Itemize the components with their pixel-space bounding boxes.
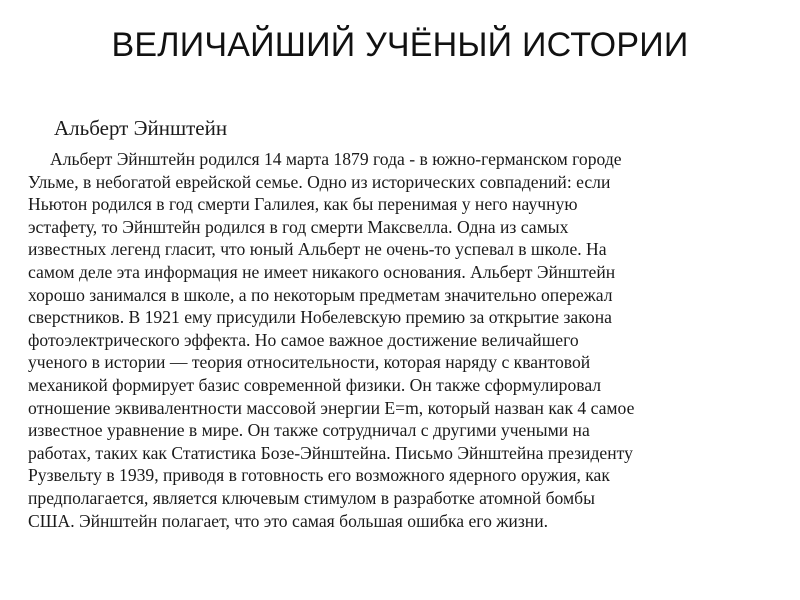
body-line: отношение эквивалентности массовой энергии E=m, который назван как 4 самое (28, 397, 635, 418)
body-line: известных легенд гласит, что юный Альберт не очень-то успевал в школе. На (28, 239, 607, 260)
slide-title: ВЕЛИЧАЙШИЙ УЧЁНЫЙ ИСТОРИИ (111, 26, 689, 64)
body-line: Альберт Эйнштейн родился 14 марта 1879 года - в южно-германском городе (50, 149, 622, 169)
body-line: сверстников. В 1921 ему присудили Нобелевскую премию за открытие закона (28, 307, 612, 328)
body-line: работах, таких как Статистика Бозе-Эйнштейна. Письмо Эйнштейна президенту (28, 442, 633, 463)
body-line: эстафету, то Эйнштейн родился в год смерти Максвелла. Одна из самых (28, 216, 569, 237)
body-line: механикой формирует базис современной физики. Он также сформулировал (28, 374, 602, 395)
body-line: известное уравнение в мире. Он также сотрудничал с другими учеными на (28, 420, 590, 441)
body-line: фотоэлектрического эффекта. Но самое важное достижение величайшего (28, 329, 579, 350)
body-line: Рузвельту в 1939, приводя в готовность его возможного ядерного оружия, как (28, 465, 610, 486)
body-line: ученого в истории — теория относительности, которая наряду с квантовой (28, 352, 591, 373)
body-line: самом деле эта информация не имеет никакого основания. Альберт Эйнштейн (28, 261, 616, 282)
body-line: хорошо занимался в школе, а по некоторым предметам значительно опережал (28, 284, 613, 305)
body-line: Ульме, в небогатой еврейской семье. Одно из исторических совпадений: если (28, 171, 611, 192)
slide-subtitle: Альберт Эйнштейн (54, 116, 228, 140)
body-line: США. Эйнштейн полагает, что это самая большая ошибка его жизни. (28, 510, 549, 531)
body-line: Ньютон родился в год смерти Галилея, как бы перенимая у него научную (28, 194, 578, 215)
body-paragraph (28, 148, 794, 532)
body-line: предполагается, является ключевым стимулом в разработке атомной бомбы (28, 487, 595, 508)
